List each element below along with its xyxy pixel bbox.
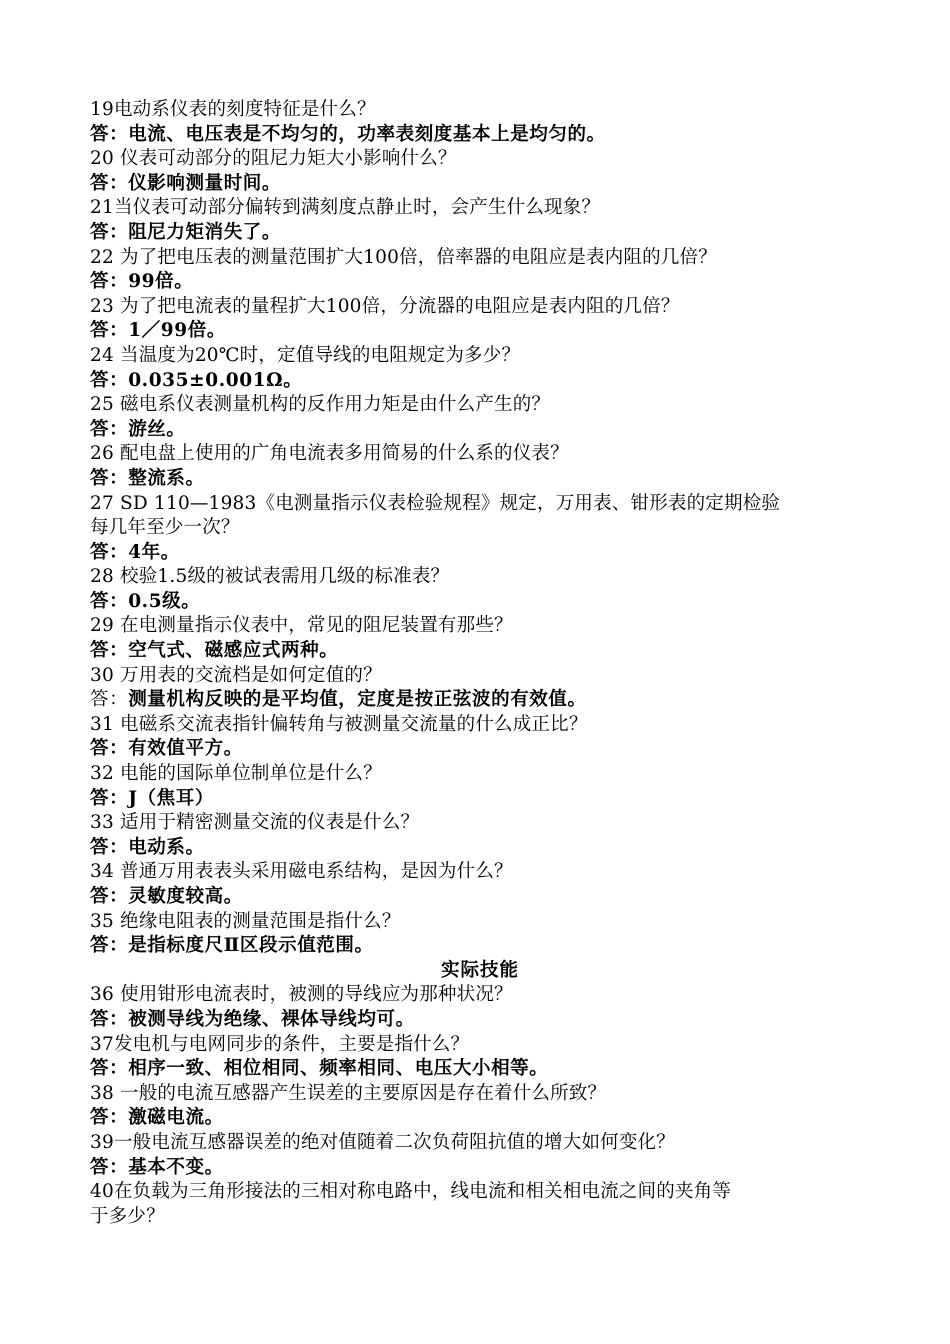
question-line: 38 一般的电流互感器产生误差的主要原因是存在着什么所致？ bbox=[90, 1082, 607, 1104]
question-line: 34 普通万用表表头采用磁电系结构，是因为什么？ bbox=[90, 861, 513, 883]
answer-line: 答：J（焦耳） bbox=[90, 787, 214, 809]
question-line: 29 在电测量指示仪表中，常见的阻尼装置有那些？ bbox=[90, 615, 513, 637]
question-line: 23 为了把电流表的量程扩大100倍，分流器的电阻应是表内阻的几倍？ bbox=[90, 295, 680, 317]
question-line: 37发电机与电网同步的条件，主要是指什么？ bbox=[90, 1033, 470, 1055]
answer-line: 答：游丝。 bbox=[90, 418, 186, 440]
question-line: 28 校验1.5级的被试表需用几级的标准表？ bbox=[90, 566, 450, 588]
question-line: 26 配电盘上使用的广角电流表多用简易的什么系的仪表？ bbox=[90, 443, 569, 465]
question-line: 35 绝缘电阻表的测量范围是指什么？ bbox=[90, 910, 401, 932]
answer-text: 测量机构反映的是平均值，定度是按正弦波的有效值。 bbox=[128, 689, 587, 711]
answer-line: 答：电动系。 bbox=[90, 836, 205, 858]
question-line: 36 使用钳形电流表时，被测的导线应为那种状况？ bbox=[90, 984, 513, 1006]
question-line: 19电动系仪表的刻度特征是什么？ bbox=[90, 99, 376, 120]
answer-line: 答：有效值平方。 bbox=[90, 738, 243, 760]
answer-line bbox=[90, 688, 870, 713]
question-line: 31 电磁系交流表指针偏转角与被测量交流量的什么成正比？ bbox=[90, 713, 588, 735]
answer-prefix: 答： bbox=[90, 689, 129, 711]
question-line: 32 电能的国际单位制单位是什么？ bbox=[90, 763, 382, 785]
answer-line: 答：被测导线为绝缘、裸体导线均可。 bbox=[90, 1008, 415, 1030]
question-line: 24 当温度为20℃时，定值导线的电阻规定为多少？ bbox=[90, 344, 521, 366]
answer-line: 答：激磁电流。 bbox=[90, 1107, 224, 1129]
answer-line: 答：仪影响测量时间。 bbox=[90, 172, 282, 194]
question-line: 27 SD 110—1983《电测量指示仪表检验规程》规定，万用表、钳形表的定期检验 bbox=[90, 492, 781, 514]
answer-line: 答：1／99倍。 bbox=[90, 320, 226, 342]
answer-line: 答：整流系。 bbox=[90, 467, 205, 489]
section-heading: 实际技能 bbox=[440, 959, 519, 981]
question-line-continued: 于多少？ bbox=[90, 1205, 165, 1227]
answer-line: 答：是指标度尺Ⅱ区段示值范围。 bbox=[90, 935, 374, 957]
question-line: 40在负载为三角形接法的三相对称电路中，线电流和相关相电流之间的夹角等 bbox=[90, 1181, 732, 1203]
question-line: 22 为了把电压表的测量范围扩大100倍，倍率器的电阻应是表内阻的几倍？ bbox=[90, 246, 717, 268]
answer-line: 答：0.5级。 bbox=[90, 590, 201, 612]
answer-line: 答：空气式、磁感应式两种。 bbox=[90, 640, 339, 662]
question-line-continued: 每几年至少一次？ bbox=[90, 517, 240, 539]
question-line: 21当仪表可动部分偏转到满刻度点静止时，会产生什么现象？ bbox=[90, 197, 601, 219]
question-line: 25 磁电系仪表测量机构的反作用力矩是由什么产生的？ bbox=[90, 394, 551, 416]
answer-line: 答：4年。 bbox=[90, 541, 180, 563]
question-line: 20 仪表可动部分的阻尼力矩大小影响什么？ bbox=[90, 148, 457, 170]
answer-line: 答：基本不变。 bbox=[90, 1156, 224, 1178]
answer-line: 答：阻尼力矩消失了。 bbox=[90, 221, 282, 243]
question-line: 39一般电流互感器误差的绝对值随着二次负荷阻抗值的增大如何变化？ bbox=[90, 1131, 675, 1153]
question-line: 30 万用表的交流档是如何定值的？ bbox=[90, 664, 382, 686]
answer-line: 答：99倍。 bbox=[90, 271, 194, 293]
answer-line: 答：灵敏度较高。 bbox=[90, 886, 243, 907]
answer-line: 答：相序一致、相位相同、频率相同、电压大小相等。 bbox=[90, 1058, 549, 1080]
document-page bbox=[90, 98, 870, 1229]
question-line: 33 适用于精密测量交流的仪表是什么？ bbox=[90, 812, 420, 834]
answer-line: 答：0.035±0.001Ω。 bbox=[90, 369, 303, 391]
answer-line: 答：电流、电压表是不均匀的，功率表刻度基本上是均匀的。 bbox=[90, 123, 606, 145]
